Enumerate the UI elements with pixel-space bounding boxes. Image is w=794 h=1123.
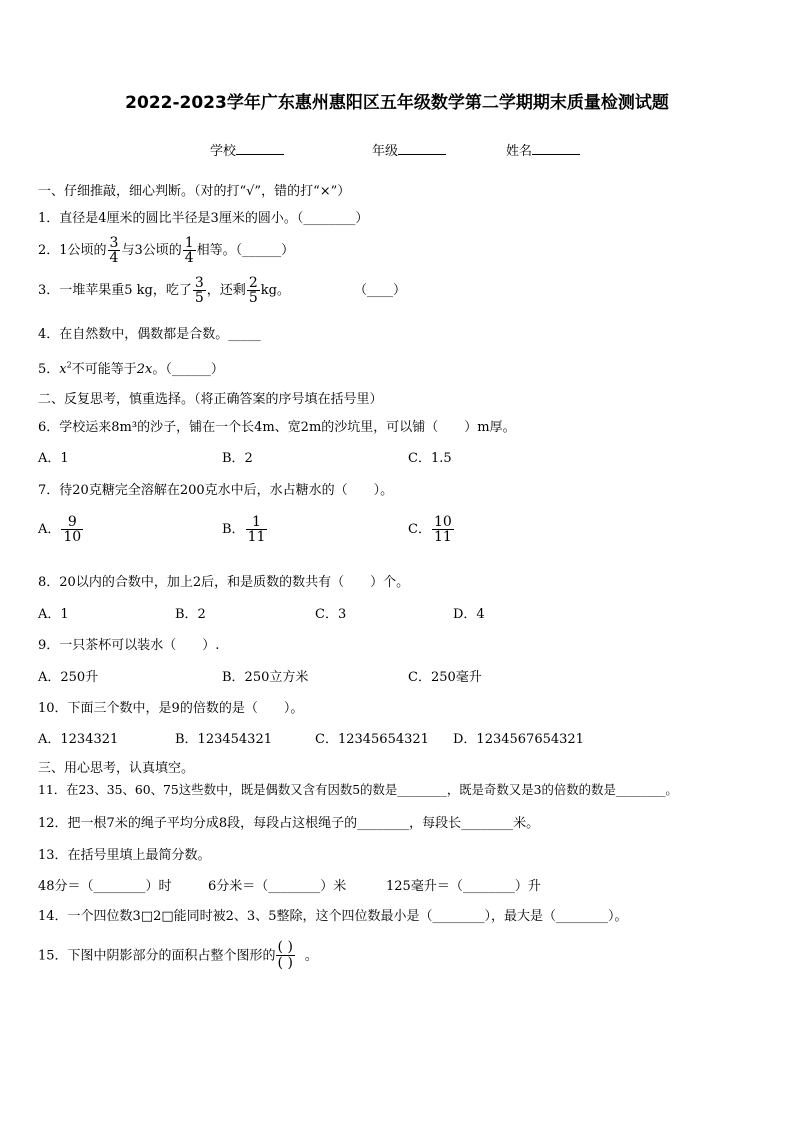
q8-option-a[interactable]: A．1 <box>38 607 69 622</box>
q6-option-b[interactable]: B．2 <box>222 451 253 466</box>
fraction: $\frac{9}{10}$ <box>63 514 82 545</box>
question-8: 8．20以内的合数中，加上2后，和是质数的数共有（ ）个。 <box>38 575 410 590</box>
q9-option-b[interactable]: B．250立方米 <box>222 670 309 685</box>
q7-option-a[interactable]: A． $\frac{9}{10}$ <box>38 514 82 545</box>
q6-option-a[interactable]: A．1 <box>38 451 69 466</box>
section-1-heading: 一、仔细推敲，细心判断。（对的打“√”，错的打“×”） <box>38 184 351 199</box>
section-2-heading: 二、反复思考，慎重选择。（将正确答案的序号填在括号里） <box>38 392 383 407</box>
question-15: 15．下图中阴影部分的面积占整个图形的 $\frac{( )}{( )}$ 。 <box>38 939 318 972</box>
q9-option-c[interactable]: C．250毫升 <box>408 670 482 685</box>
fraction: $\frac{2}{5}$ <box>248 275 258 306</box>
q13-blank-hours[interactable]: 48分＝（________）时 <box>38 879 172 894</box>
question-4: 4．在自然数中，偶数都是合数。_____ <box>38 327 261 342</box>
question-2: 2．1公顷的 $\frac{3}{4}$ 与3公顷的 $\frac{1}{4}$ 相等。（______） <box>38 235 295 266</box>
question-13: 13．在括号里填上最简分数。 <box>38 848 211 863</box>
question-3: 3．一堆苹果重5 kg，吃了 $\frac{3}{5}$ ，还剩 $\frac{2}{5}$ kg。 （____） <box>38 275 406 306</box>
q7-option-c[interactable]: C． $\frac{10}{11}$ <box>408 514 452 545</box>
q10-option-d[interactable]: D．1234567654321 <box>453 732 584 747</box>
name-label: 姓名 <box>506 144 533 159</box>
q8-option-b[interactable]: B．2 <box>175 607 206 622</box>
fraction: $\frac{1}{11}$ <box>247 514 266 545</box>
q8-option-c[interactable]: C．3 <box>315 607 347 622</box>
fraction: $\frac{3}{4}$ <box>109 235 119 266</box>
q6-option-c[interactable]: C．1.5 <box>408 451 452 466</box>
question-10: 10．下面三个数中，是9的倍数的是（ ）。 <box>38 701 304 716</box>
q10-option-a[interactable]: A．1234321 <box>38 732 119 747</box>
grade-label: 年级 <box>372 144 399 159</box>
question-5: 5．$x^2$不可能等于2x。（______） <box>38 360 224 377</box>
question-11: 11．在23、35、60、75这些数中，既是偶数又含有因数5的数是________，既是奇数又是3的倍数的数是________。 <box>38 782 678 797</box>
q10-option-b[interactable]: B．123454321 <box>175 732 272 747</box>
q7-option-b[interactable]: B． $\frac{1}{11}$ <box>222 514 266 545</box>
fraction: $\frac{3}{5}$ <box>194 275 204 306</box>
name-field <box>506 140 580 159</box>
grade-blank[interactable] <box>398 142 446 155</box>
q8-option-d[interactable]: D．4 <box>453 607 485 622</box>
question-7: 7．待20克糖完全溶解在200克水中后，水占糖水的（ ）。 <box>38 483 394 498</box>
question-14: 14．一个四位数3□2□能同时被2、3、5整除，这个四位数最小是（________），最大是（________）。 <box>38 909 628 924</box>
page-title: 2022-2023学年广东惠州惠阳区五年级数学第二学期期末质量检测试题 <box>125 93 669 113</box>
q9-option-a[interactable]: A．250升 <box>38 670 99 685</box>
section-3-heading: 三、用心思考，认真填空。 <box>38 761 195 776</box>
name-blank[interactable] <box>532 142 580 155</box>
question-6: 6．学校运来8m³的沙子，铺在一个长4m、宽2m的沙坑里，可以铺（ ）m厚。 <box>38 420 516 435</box>
fraction: $\frac{1}{4}$ <box>184 235 194 266</box>
school-label: 学校 <box>210 144 237 159</box>
question-12: 12．把一根7米的绳子平均分成8段，每段占这根绳子的________，每段长________米。 <box>38 816 540 831</box>
q13-blank-meters[interactable]: 6分米＝（________）米 <box>208 879 347 894</box>
school-field <box>210 140 284 159</box>
grade-field <box>372 140 446 159</box>
fraction: $\frac{10}{11}$ <box>433 514 452 545</box>
q10-option-c[interactable]: C．12345654321 <box>315 732 429 747</box>
school-blank[interactable] <box>236 142 284 155</box>
question-9: 9．一只茶杯可以装水（ ）. <box>38 638 220 653</box>
answer-fraction[interactable]: $\frac{( )}{( )}$ <box>277 939 293 972</box>
question-1: 1．直径是4厘米的圆比半径是3厘米的圆小。（________） <box>38 211 369 226</box>
q13-blank-liters[interactable]: 125毫升＝（________）升 <box>386 879 541 894</box>
